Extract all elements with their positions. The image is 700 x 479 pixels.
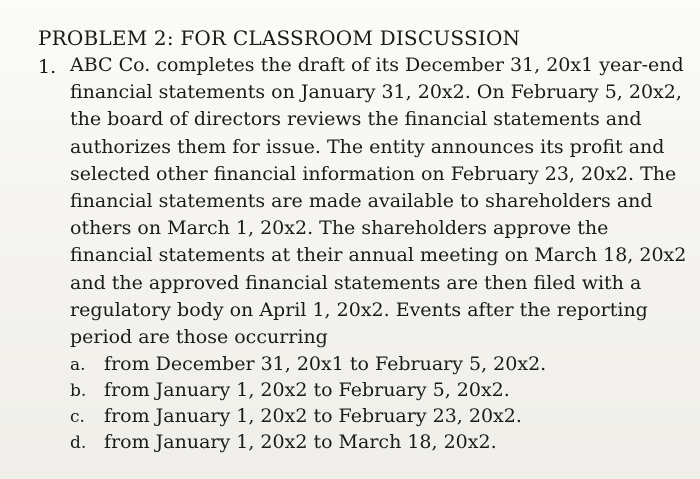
question-line: period are those occurring bbox=[70, 326, 328, 349]
question-line: ABC Co. completes the draft of its December 31, 20x1 year-end bbox=[70, 54, 684, 76]
option-text: from January 1, 20x2 to February 5, 20x2. bbox=[104, 379, 510, 401]
option-letter: d. bbox=[70, 433, 87, 453]
answer-option-c bbox=[70, 404, 590, 429]
question-line: financial statements are made available to shareholders and bbox=[70, 190, 653, 213]
question-line: regulatory body on April 1, 20x2. Events after the reporting bbox=[70, 298, 648, 321]
answer-option-a bbox=[70, 352, 590, 377]
question-line: the board of directors reviews the financial statements and bbox=[70, 108, 642, 131]
option-letter: b. bbox=[70, 381, 87, 401]
question-line: selected other financial information on February 23, 20x2. The bbox=[70, 162, 677, 185]
problem-heading: PROBLEM 2: FOR CLASSROOM DISCUSSION bbox=[38, 26, 521, 50]
question-line: authorizes them for issue. The entity announces its profit and bbox=[70, 135, 665, 158]
option-letter: c. bbox=[70, 407, 85, 427]
question-line: and the approved financial statements are then filed with a bbox=[70, 271, 642, 294]
question-line: others on March 1, 20x2. The shareholders approve the bbox=[70, 217, 609, 240]
option-text: from January 1, 20x2 to February 23, 20x2. bbox=[104, 405, 522, 427]
question-line: financial statements at their annual meeting on March 18, 20x2 bbox=[70, 244, 687, 267]
option-letter: a. bbox=[70, 355, 86, 375]
question-number: 1. bbox=[38, 56, 57, 78]
question-line: financial statements on January 31, 20x2. On February 5, 20x2, bbox=[70, 81, 682, 104]
answer-option-b bbox=[70, 378, 590, 403]
question-paragraph bbox=[70, 52, 687, 351]
option-text: from January 1, 20x2 to March 18, 20x2. bbox=[104, 431, 497, 453]
answer-option-d bbox=[70, 430, 590, 455]
option-text: from December 31, 20x1 to February 5, 20x2. bbox=[104, 353, 547, 375]
